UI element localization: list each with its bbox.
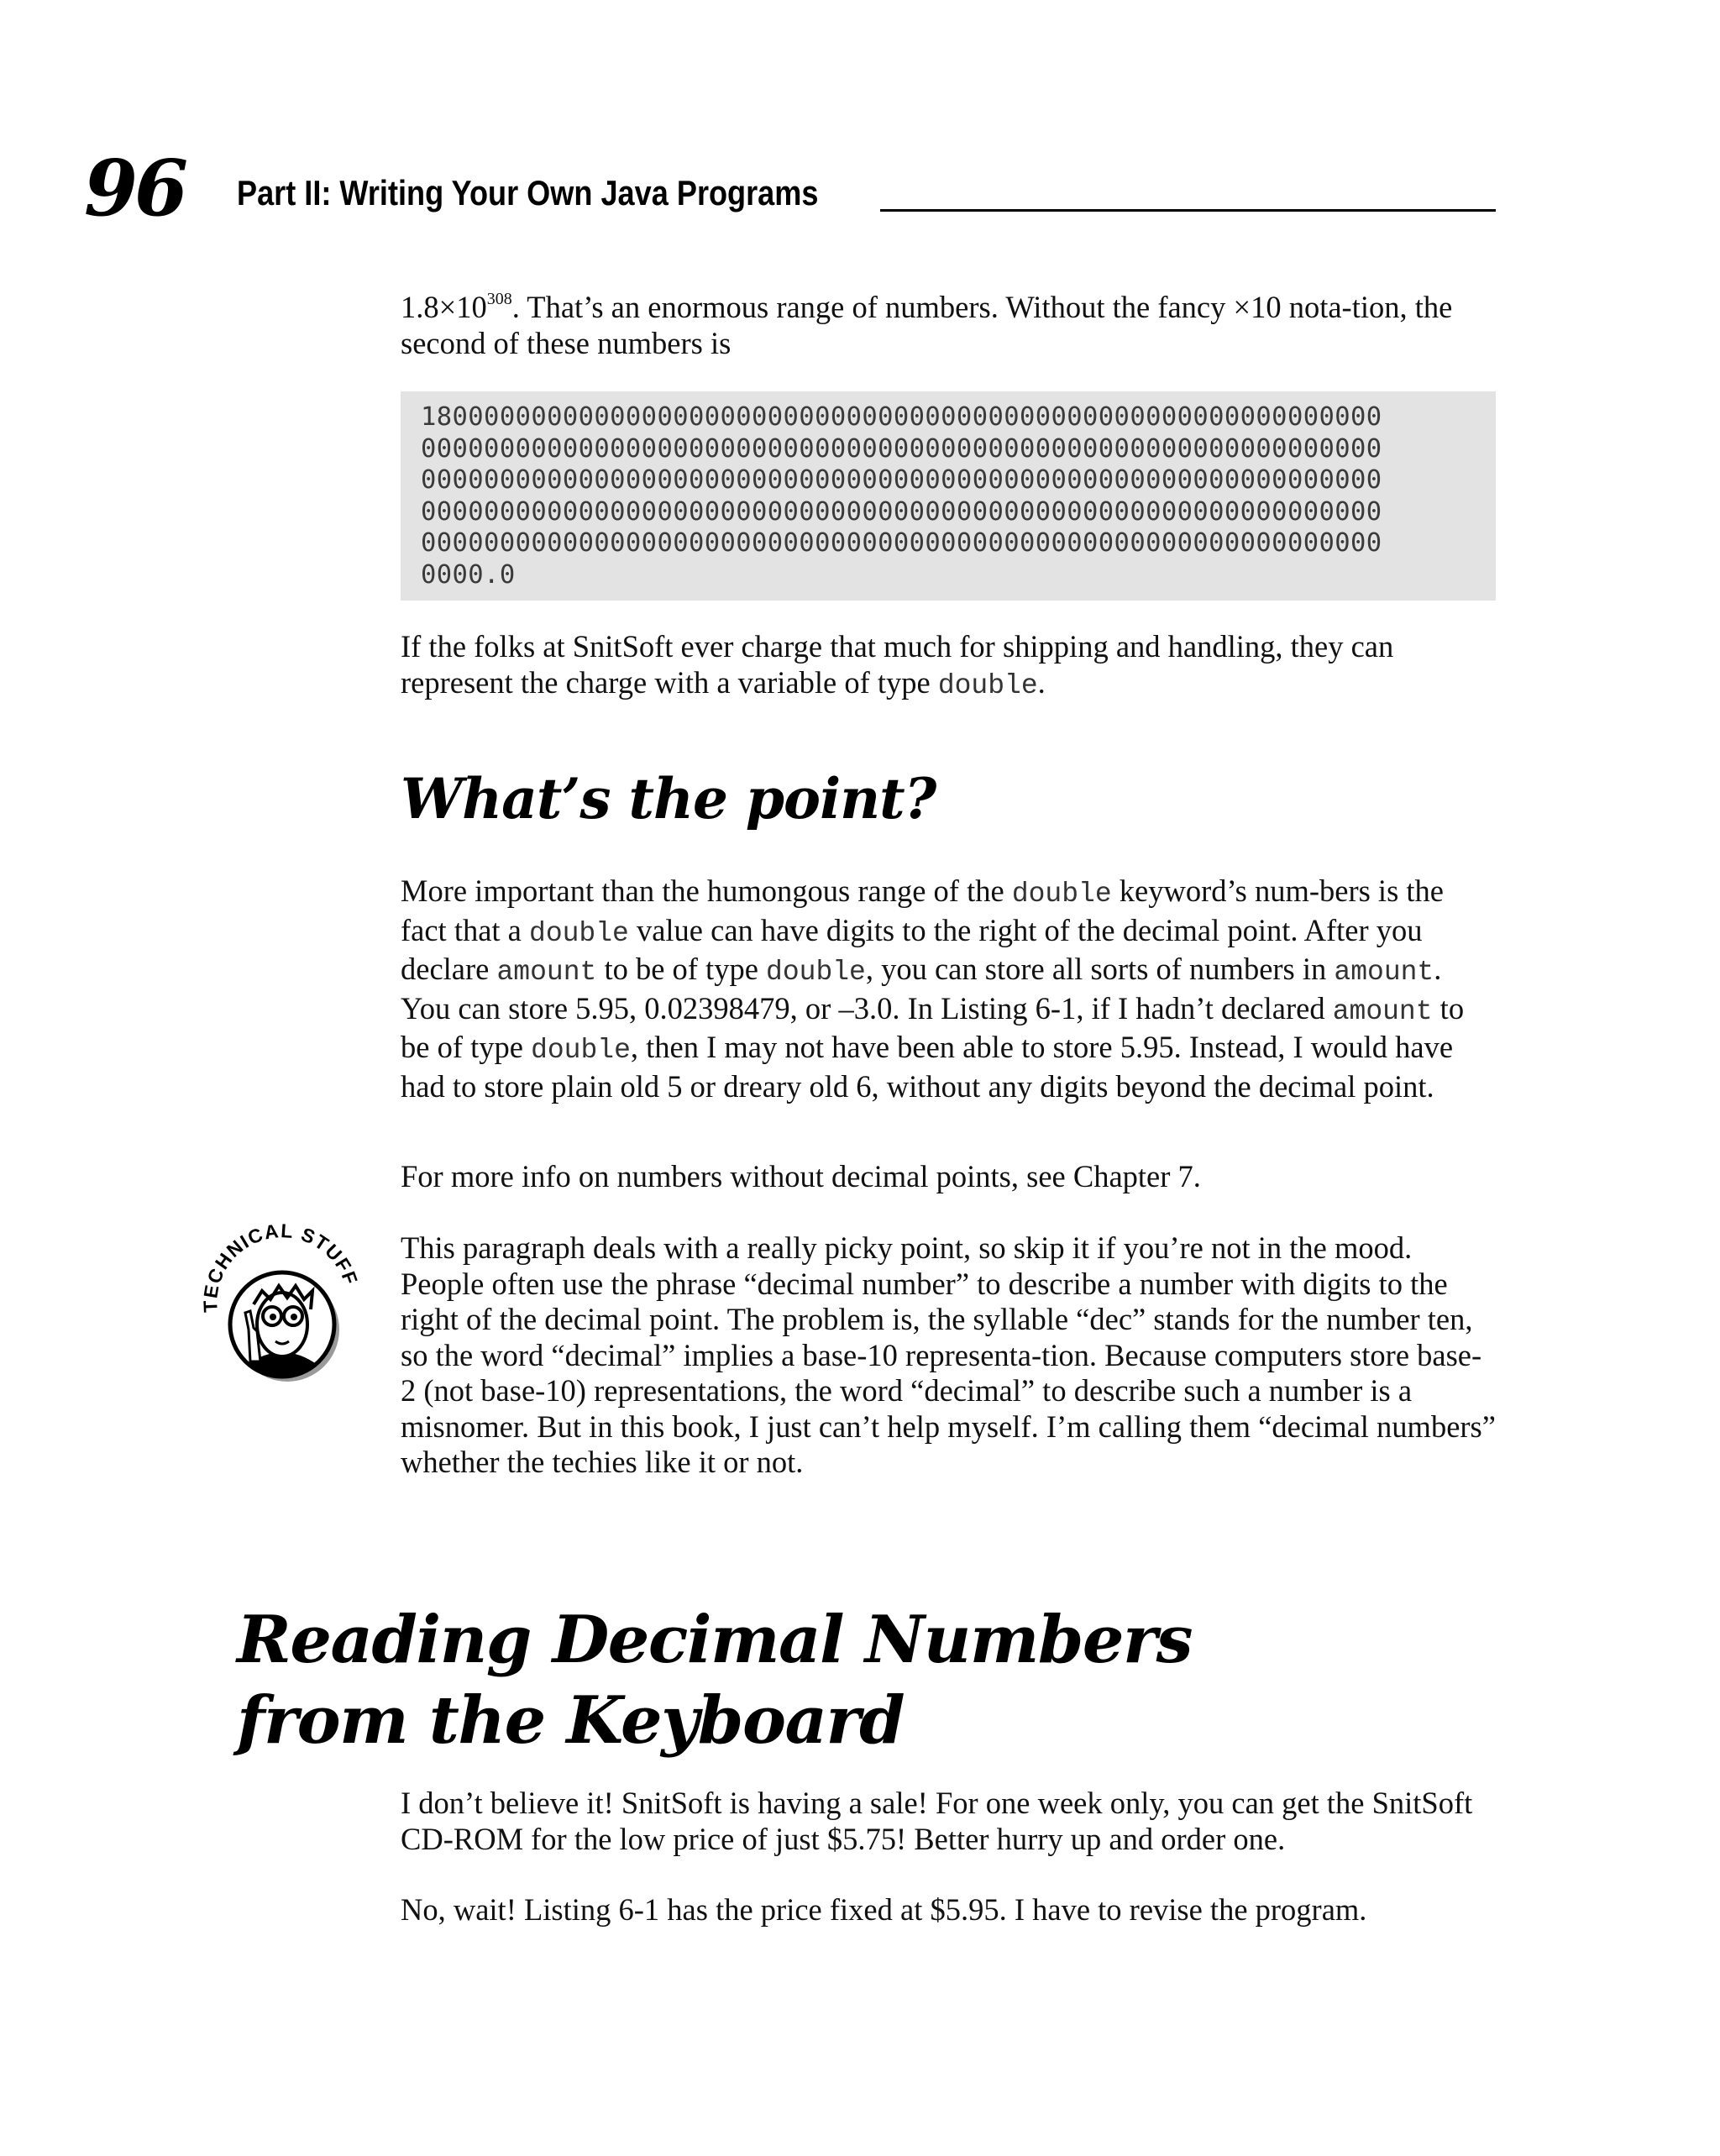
code-line: 0000.0 <box>421 559 516 590</box>
inline-code: double <box>529 917 629 949</box>
point-text: . You can store 5.95, 0.02398479, or –3.0. In Listing 6-1, if I hadn’t declared <box>401 952 1442 1026</box>
more-info-paragraph <box>401 1159 1496 1195</box>
point-text: value can have digits to the right of the decimal point. After you declare <box>401 912 1423 986</box>
inline-code: amount <box>496 957 597 988</box>
chapter-heading <box>237 1600 1192 1761</box>
page-number: 96 <box>84 143 186 233</box>
code-lines <box>401 391 1496 590</box>
code-block <box>401 391 1496 601</box>
inline-code: double <box>531 1035 631 1066</box>
point-paragraph <box>401 873 1496 1104</box>
wait-paragraph <box>401 1892 1496 1928</box>
point-text: , then I may not have been able to store 5.95. Instead, I would have had to store plain old 5 or dreary old 6, without any digits beyond the decimal point. <box>401 1030 1454 1104</box>
point-text: keyword’s num-bers is the fact that a <box>401 873 1444 947</box>
icon-pupil <box>270 1314 276 1320</box>
code-line: 0000000000000000000000000000000000000000000000000000000000000 <box>421 528 1382 558</box>
icon-pupil <box>291 1314 297 1320</box>
code-line: 0000000000000000000000000000000000000000000000000000000000000 <box>421 433 1382 464</box>
wait-text: No, wait! Listing 6-1 has the price fixed at $5.95. I have to revise the program. <box>401 1892 1367 1927</box>
shipping-end: . <box>1037 664 1046 700</box>
inline-code: double <box>766 957 866 988</box>
intro-exponent: 308 <box>486 290 512 308</box>
technical-stuff-icon <box>198 1222 366 1390</box>
technical-icon-label: TECHNICAL STUFF <box>199 1222 363 1314</box>
sale-paragraph <box>401 1786 1496 1857</box>
intro-text: . That’s an enormous range of numbers. Without the fancy ×10 nota-tion, the second of these numbers is <box>401 290 1453 360</box>
point-text: , you can store all sorts of numbers in <box>865 952 1335 986</box>
inline-code: amount <box>1334 957 1434 988</box>
inline-code: amount <box>1332 995 1433 1027</box>
intro-paragraph <box>401 290 1496 361</box>
point-text: to be of type <box>596 952 767 986</box>
intro-base: 1.8×10 <box>401 290 487 324</box>
chapter-heading-line: Reading Decimal Numbers <box>237 1602 1193 1678</box>
sale-text: I don’t believe it! SnitSoft is having a sale! For one week only, you can get the SnitSoft CD-ROM for the low price of just $5.75! Better hurry up and order one. <box>401 1786 1473 1856</box>
code-line: 1800000000000000000000000000000000000000000000000000000000000 <box>421 402 1382 432</box>
header-rule <box>880 209 1496 212</box>
technical-paragraph <box>401 1230 1496 1481</box>
point-text: to be of type <box>401 990 1465 1064</box>
shipping-text: If the folks at SnitSoft ever charge that much for shipping and handling, they can represent the charge with a variable of type <box>401 629 1394 700</box>
inline-code: double <box>1011 879 1112 910</box>
running-head: Part II: Writing Your Own Java Programs <box>237 173 819 212</box>
chapter-heading-line: from the Keyboard <box>237 1682 905 1759</box>
shipping-paragraph <box>401 629 1496 704</box>
inline-code: double <box>937 669 1038 701</box>
section-heading: What’s the point? <box>401 766 936 831</box>
point-text: More important than the humongous range of the <box>401 873 1012 908</box>
technical-text: This paragraph deals with a really picky point, so skip it if you’re not in the mood. People often use the phrase “decimal number” to describe a number with digits to the right of the decimal point. The problem is, the syllable “dec” stands for the number ten, so the word “decimal” implies a base-10 representa-tion. Because computers store base-2 (not base-10) representations, the word “decimal” to describe such a number is a misnomer. But in this book, I just can’t help myself. I’m calling them “decimal numbers” whether the techies like it or not. <box>401 1230 1496 1479</box>
code-line: 0000000000000000000000000000000000000000000000000000000000000 <box>421 496 1382 527</box>
more-info-text: For more info on numbers without decimal points, see Chapter 7. <box>401 1159 1201 1193</box>
code-line: 0000000000000000000000000000000000000000000000000000000000000 <box>421 465 1382 495</box>
